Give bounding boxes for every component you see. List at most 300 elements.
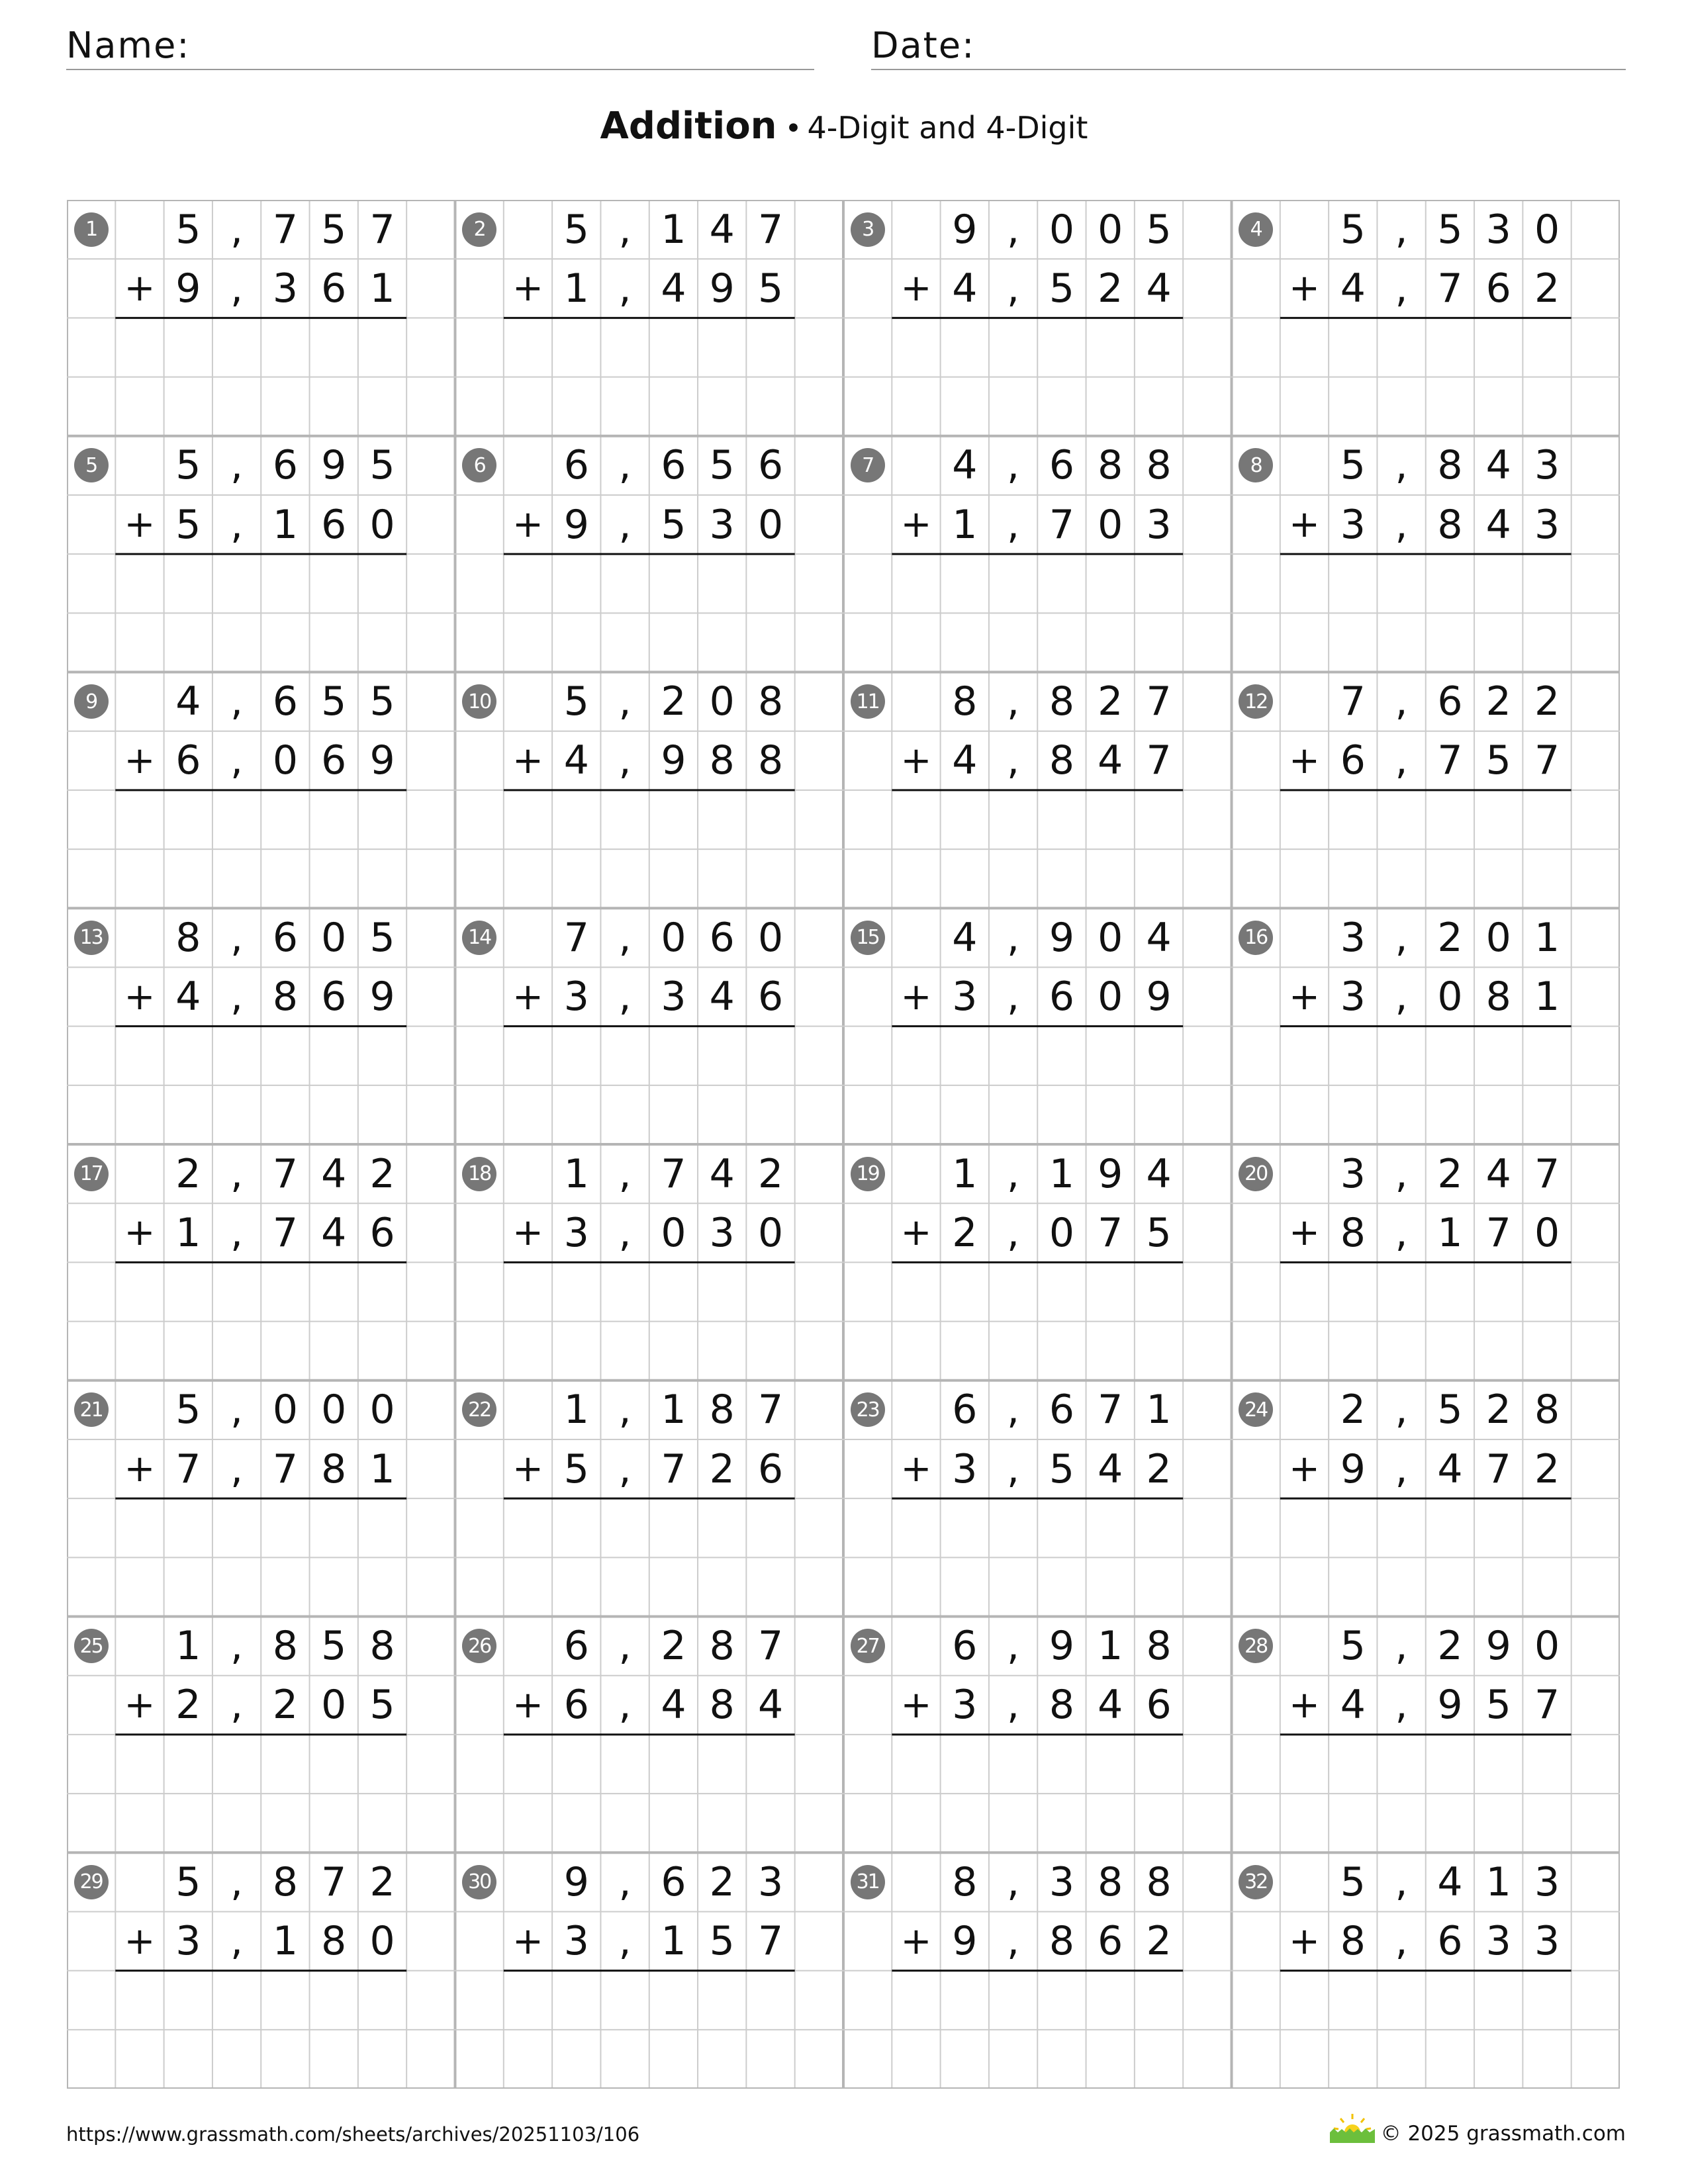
addend-bottom-digit: 5 [709,1918,735,1965]
addend-top-digit: 8 [757,678,784,725]
addend-bottom-digit: 6 [1485,265,1511,312]
addend-top-digit: 7 [1340,678,1366,725]
answer-area[interactable] [115,1026,406,1085]
addend-top-digit: 2 [1534,678,1560,725]
answer-area[interactable] [1280,1026,1571,1085]
addend-top-digit: , [618,914,632,961]
addend-top-digit: 4 [1146,914,1172,961]
addend-bottom-digit: 3 [661,974,686,1021]
addend-bottom-digit: 5 [1485,1682,1511,1729]
addend-top-digit: 8 [175,914,201,961]
problem-number-badge: 16 [1239,921,1273,955]
plus-operator: + [124,975,156,1019]
addend-bottom-digit: , [230,1682,244,1729]
addend-bottom-digit: 8 [1049,1918,1074,1965]
addend-top-digit: 8 [1534,1387,1560,1433]
addend-bottom-digit: 7 [1485,1209,1511,1256]
addend-bottom-digit: 3 [272,265,298,312]
addend-bottom-digit: 8 [1049,1682,1074,1729]
addend-top-digit: , [230,1387,244,1433]
plus-operator: + [900,1447,932,1491]
addend-bottom-digit: 5 [1146,1209,1172,1256]
addend-top-digit: , [618,1858,632,1905]
addend-top-digit: 8 [272,1858,298,1905]
addend-bottom-digit: 3 [563,974,589,1021]
answer-area[interactable] [504,1262,795,1321]
addend-top-digit: 6 [952,1387,978,1433]
addend-top-digit: 6 [952,1623,978,1670]
footer-copyright: © 2025 grassmath.com [1380,2122,1626,2146]
addend-top-digit: , [1007,914,1020,961]
addend-top-digit: 4 [709,206,735,253]
addend-top-digit: 2 [1437,1150,1463,1197]
addend-bottom-digit: 6 [563,1682,589,1729]
addend-bottom-digit: 5 [563,1445,589,1492]
addend-top-digit: 5 [1340,442,1366,489]
addend-bottom-digit: 4 [1340,1682,1366,1729]
addend-bottom-digit: 7 [1437,737,1463,784]
addend-bottom-digit: , [230,265,244,312]
answer-area[interactable] [504,1971,795,2030]
answer-area[interactable] [115,1735,406,1794]
problem-number-badge: 3 [851,212,885,247]
addend-bottom-digit: 0 [369,1918,395,1965]
date-field[interactable] [871,21,1626,70]
addend-bottom-digit: 6 [1437,1918,1463,1965]
addend-bottom-digit: 8 [709,737,735,784]
addend-top-digit: , [1395,1623,1408,1670]
date-label: Date: [871,24,976,66]
addend-bottom-digit: , [1007,265,1020,312]
addend-top-digit: 5 [563,678,589,725]
addend-top-digit: 4 [1485,1150,1511,1197]
addend-bottom-digit: 9 [1340,1445,1366,1492]
addend-bottom-digit: , [230,1918,244,1965]
answer-area[interactable] [115,554,406,613]
problem-number-badge: 22 [462,1392,496,1427]
addend-top-digit: , [1395,678,1408,725]
addend-top-digit: 0 [321,914,347,961]
answer-area[interactable] [1280,1735,1571,1794]
addend-top-digit: 7 [757,1623,784,1670]
addend-top-digit: 5 [321,1623,347,1670]
problem-number-badge: 24 [1239,1392,1273,1427]
plus-operator: + [512,1683,543,1727]
addend-bottom-digit: 5 [757,265,784,312]
addend-top-digit: 7 [272,1150,298,1197]
addend-bottom-digit: 1 [952,501,978,548]
addend-top-digit: , [618,206,632,253]
addend-bottom-digit: 5 [175,501,201,548]
addend-bottom-digit: 5 [1049,1445,1074,1492]
addend-bottom-digit: 4 [757,1682,784,1729]
answer-area[interactable] [504,554,795,613]
title-subtitle: 4-Digit and 4-Digit [807,110,1088,146]
addend-top-digit: , [618,678,632,725]
addend-bottom-digit: 3 [709,501,735,548]
addend-bottom-digit: 6 [757,1445,784,1492]
addend-top-digit: 9 [321,442,347,489]
addend-top-digit: 2 [1098,678,1123,725]
addend-bottom-digit: 4 [1098,1682,1123,1729]
addend-bottom-digit: 0 [1534,1209,1560,1256]
addend-bottom-digit: 8 [1437,501,1463,548]
addend-bottom-digit: 8 [1485,974,1511,1021]
problem-number-badge: 6 [462,448,496,482]
addend-top-digit: 1 [1049,1150,1074,1197]
addend-top-digit: 5 [709,442,735,489]
answer-area[interactable] [115,790,406,849]
addend-bottom-digit: 7 [272,1209,298,1256]
answer-area[interactable] [115,1498,406,1557]
answer-area[interactable] [892,554,1183,613]
addend-bottom-digit: 2 [1146,1445,1172,1492]
problem-number-badge: 26 [462,1629,496,1663]
addend-bottom-digit: 3 [1340,501,1366,548]
answer-area[interactable] [1280,554,1571,613]
addend-top-digit: 8 [1098,1858,1123,1905]
answer-area[interactable] [115,1262,406,1321]
problem-number-badge: 27 [851,1629,885,1663]
problem-grid [67,200,1620,2089]
addend-top-digit: , [230,678,244,725]
addend-bottom-digit: 5 [661,501,686,548]
addend-bottom-digit: , [1395,737,1408,784]
addend-bottom-digit: , [618,974,632,1021]
addend-top-digit: , [1007,1858,1020,1905]
addend-bottom-digit: 1 [272,501,298,548]
addend-bottom-digit: 6 [1098,1918,1123,1965]
addend-top-digit: 7 [563,914,589,961]
addend-bottom-digit: 4 [321,1209,347,1256]
addend-top-digit: 5 [175,1387,201,1433]
answer-area[interactable] [1280,1498,1571,1557]
addend-top-digit: , [618,1387,632,1433]
addend-bottom-digit: 7 [757,1918,784,1965]
addend-bottom-digit: 3 [175,1918,201,1965]
answer-area[interactable] [504,318,795,377]
addend-bottom-digit: 4 [952,265,978,312]
addend-top-digit: 6 [1049,1387,1074,1433]
plus-operator: + [1289,739,1320,782]
addend-top-digit: 9 [952,206,978,253]
addend-bottom-digit: 1 [1437,1209,1463,1256]
addend-top-digit: 8 [709,1623,735,1670]
addend-top-digit: , [230,1623,244,1670]
plus-operator: + [1289,1211,1320,1255]
problem-number-badge: 30 [462,1865,496,1899]
addend-top-digit: , [618,1150,632,1197]
addend-bottom-digit: , [618,265,632,312]
addend-top-digit: 2 [175,1150,201,1197]
addend-top-digit: 4 [952,442,978,489]
addend-top-digit: 7 [1534,1150,1560,1197]
addend-top-digit: 1 [1098,1623,1123,1670]
plus-operator: + [124,1447,156,1491]
addend-bottom-digit: 3 [1485,1918,1511,1965]
addend-top-digit: 2 [1340,1387,1366,1433]
addend-bottom-digit: 8 [1340,1209,1366,1256]
addend-top-digit: , [1395,206,1408,253]
answer-area[interactable] [892,1498,1183,1557]
answer-area[interactable] [504,1498,795,1557]
addend-bottom-digit: 3 [1146,501,1172,548]
plus-operator: + [900,503,932,547]
addend-top-digit: , [1395,914,1408,961]
addend-top-digit: 8 [1437,442,1463,489]
answer-area[interactable] [504,1026,795,1085]
plus-operator: + [124,1211,156,1255]
addend-bottom-digit: , [1007,1445,1020,1492]
answer-area[interactable] [115,318,406,377]
addend-top-digit: 8 [1146,1623,1172,1670]
addend-bottom-digit: 7 [661,1445,686,1492]
addend-top-digit: 5 [1437,1387,1463,1433]
plus-operator: + [1289,267,1320,310]
sun-over-grass-icon [1327,2113,1378,2144]
addend-top-digit: , [618,1623,632,1670]
addend-bottom-digit: 8 [757,737,784,784]
addend-top-digit: 6 [1049,442,1074,489]
addend-bottom-digit: , [1007,1209,1020,1256]
addend-top-digit: 5 [369,442,395,489]
addend-bottom-digit: 7 [1437,265,1463,312]
addend-top-digit: , [1395,1858,1408,1905]
addend-top-digit: 5 [175,442,201,489]
plus-operator: + [512,267,543,310]
addend-top-digit: 2 [369,1858,395,1905]
plus-operator: + [124,267,156,310]
addend-bottom-digit: , [1395,1445,1408,1492]
addend-top-digit: 5 [321,206,347,253]
addend-top-digit: 0 [321,1387,347,1433]
addend-top-digit: 0 [1485,914,1511,961]
addend-bottom-digit: 9 [952,1918,978,1965]
addend-bottom-digit: 7 [175,1445,201,1492]
plus-operator: + [1289,1919,1320,1963]
answer-area[interactable] [1280,318,1571,377]
addend-bottom-digit: 3 [1534,1918,1560,1965]
addend-top-digit: 7 [757,206,784,253]
addend-bottom-digit: 1 [369,265,395,312]
addend-bottom-digit: , [1395,974,1408,1021]
problem-number-badge: 32 [1239,1865,1273,1899]
addend-top-digit: 4 [1437,1858,1463,1905]
addend-bottom-digit: 5 [1485,737,1511,784]
plus-operator: + [512,503,543,547]
addend-top-digit: 2 [709,1858,735,1905]
addend-bottom-digit: 0 [369,501,395,548]
addend-bottom-digit: , [230,501,244,548]
addend-bottom-digit: 3 [563,1918,589,1965]
addend-top-digit: 5 [1437,206,1463,253]
addend-top-digit: 1 [175,1623,201,1670]
addend-bottom-digit: 4 [175,974,201,1021]
addend-top-digit: 7 [661,1150,686,1197]
addend-bottom-digit: 4 [1098,1445,1123,1492]
addend-bottom-digit: 8 [272,974,298,1021]
addend-bottom-digit: 4 [1437,1445,1463,1492]
addend-top-digit: , [1395,442,1408,489]
problem-number-badge: 18 [462,1157,496,1191]
addend-top-digit: 5 [369,914,395,961]
addend-bottom-digit: 9 [1146,974,1172,1021]
addend-top-digit: 8 [709,1387,735,1433]
problem-number-badge: 19 [851,1157,885,1191]
addend-top-digit: 6 [1437,678,1463,725]
answer-area[interactable] [504,790,795,849]
addend-bottom-digit: , [1007,1682,1020,1729]
addend-bottom-digit: 9 [661,737,686,784]
addend-top-digit: 3 [1340,914,1366,961]
addend-bottom-digit: , [1395,501,1408,548]
addend-top-digit: 9 [1049,914,1074,961]
addend-bottom-digit: 9 [369,974,395,1021]
addend-top-digit: , [1007,1623,1020,1670]
plus-operator: + [900,267,932,310]
problem-number-badge: 29 [74,1865,109,1899]
addend-top-digit: 8 [1049,678,1074,725]
answer-area[interactable] [1280,1971,1571,2030]
addend-top-digit: 6 [272,442,298,489]
answer-area[interactable] [892,1971,1183,2030]
addend-top-digit: 5 [321,678,347,725]
addend-top-digit: 3 [1485,206,1511,253]
addend-top-digit: 5 [1340,1623,1366,1670]
plus-operator: + [900,739,932,782]
addend-bottom-digit: 1 [1534,974,1560,1021]
addend-bottom-digit: 6 [321,265,347,312]
plus-operator: + [900,1919,932,1963]
addend-top-digit: , [230,206,244,253]
plus-operator: + [124,1683,156,1727]
addend-bottom-digit: 7 [272,1445,298,1492]
addend-top-digit: 6 [563,442,589,489]
problem-number-badge: 20 [1239,1157,1273,1191]
addend-top-digit: 0 [1049,206,1074,253]
worksheet-title [0,105,1688,148]
plus-operator: + [1289,503,1320,547]
addend-bottom-digit: 2 [709,1445,735,1492]
addend-top-digit: 6 [661,1858,686,1905]
addend-bottom-digit: 4 [661,265,686,312]
addend-top-digit: 4 [709,1150,735,1197]
answer-area[interactable] [892,790,1183,849]
problem-number-badge: 2 [462,212,496,247]
problem-number-badge: 12 [1239,684,1273,719]
addend-bottom-digit: 7 [1534,737,1560,784]
addend-bottom-digit: 0 [1049,1209,1074,1256]
addend-top-digit: 5 [1146,206,1172,253]
answer-area[interactable] [1280,1262,1571,1321]
addend-top-digit: 2 [1437,914,1463,961]
addend-top-digit: 8 [369,1623,395,1670]
addend-top-digit: , [1007,1387,1020,1433]
answer-area[interactable] [892,1026,1183,1085]
addend-top-digit: 8 [952,1858,978,1905]
addend-top-digit: 8 [1098,442,1123,489]
addend-top-digit: 5 [1340,1858,1366,1905]
problem-number-badge: 10 [462,684,496,719]
plus-operator: + [1289,975,1320,1019]
answer-area[interactable] [892,318,1183,377]
addend-top-digit: 2 [661,678,686,725]
answer-area[interactable] [892,1262,1183,1321]
addend-top-digit: 2 [1485,1387,1511,1433]
addend-bottom-digit: , [618,501,632,548]
addend-top-digit: 8 [952,678,978,725]
addend-top-digit: 0 [1098,914,1123,961]
name-field[interactable] [66,21,814,70]
addend-top-digit: 7 [272,206,298,253]
addend-bottom-digit: , [1395,1918,1408,1965]
addend-top-digit: 5 [1340,206,1366,253]
addend-bottom-digit: 5 [369,1682,395,1729]
addend-top-digit: 7 [321,1858,347,1905]
addend-bottom-digit: 6 [1146,1682,1172,1729]
addend-top-digit: , [1007,206,1020,253]
plus-operator: + [900,975,932,1019]
problem-number-badge: 14 [462,921,496,955]
addend-bottom-digit: 8 [321,1445,347,1492]
addend-bottom-digit: 8 [709,1682,735,1729]
answer-area[interactable] [892,1735,1183,1794]
addend-top-digit: 9 [1049,1623,1074,1670]
addend-top-digit: 1 [563,1387,589,1433]
addend-top-digit: 2 [757,1150,784,1197]
addend-top-digit: , [230,914,244,961]
addend-bottom-digit: , [1007,501,1020,548]
answer-area[interactable] [1280,790,1571,849]
addend-top-digit: 6 [661,442,686,489]
addend-bottom-digit: 3 [952,1682,978,1729]
addend-top-digit: 2 [661,1623,686,1670]
addend-top-digit: , [1007,1150,1020,1197]
plus-operator: + [900,1211,932,1255]
problem-number-badge: 31 [851,1865,885,1899]
addend-top-digit: , [230,1858,244,1905]
addend-bottom-digit: 2 [1146,1918,1172,1965]
answer-area[interactable] [504,1735,795,1794]
addend-bottom-digit: 3 [709,1209,735,1256]
addend-bottom-digit: 9 [175,265,201,312]
addend-bottom-digit: 4 [1340,265,1366,312]
answer-area[interactable] [115,1971,406,2030]
addend-bottom-digit: 4 [1098,737,1123,784]
plus-operator: + [124,503,156,547]
addend-bottom-digit: 9 [369,737,395,784]
addend-top-digit: 3 [757,1858,784,1905]
addend-bottom-digit: 0 [757,1209,784,1256]
addend-bottom-digit: 4 [1485,501,1511,548]
addend-bottom-digit: 3 [563,1209,589,1256]
addend-bottom-digit: 9 [1437,1682,1463,1729]
addend-bottom-digit: 9 [563,501,589,548]
addend-top-digit: 5 [175,1858,201,1905]
addend-bottom-digit: 7 [1049,501,1074,548]
addend-top-digit: 3 [1534,1858,1560,1905]
addend-top-digit: 9 [563,1858,589,1905]
addend-bottom-digit: 7 [1534,1682,1560,1729]
addend-top-digit: , [1007,678,1020,725]
footer-url: https://www.grassmath.com/sheets/archives/20251103/106 [66,2123,640,2146]
title-separator: • [784,112,802,146]
problem-number-badge: 23 [851,1392,885,1427]
addend-bottom-digit: 0 [1098,501,1123,548]
addend-bottom-digit: 0 [661,1209,686,1256]
addend-bottom-digit: 4 [709,974,735,1021]
addend-top-digit: 9 [1485,1623,1511,1670]
